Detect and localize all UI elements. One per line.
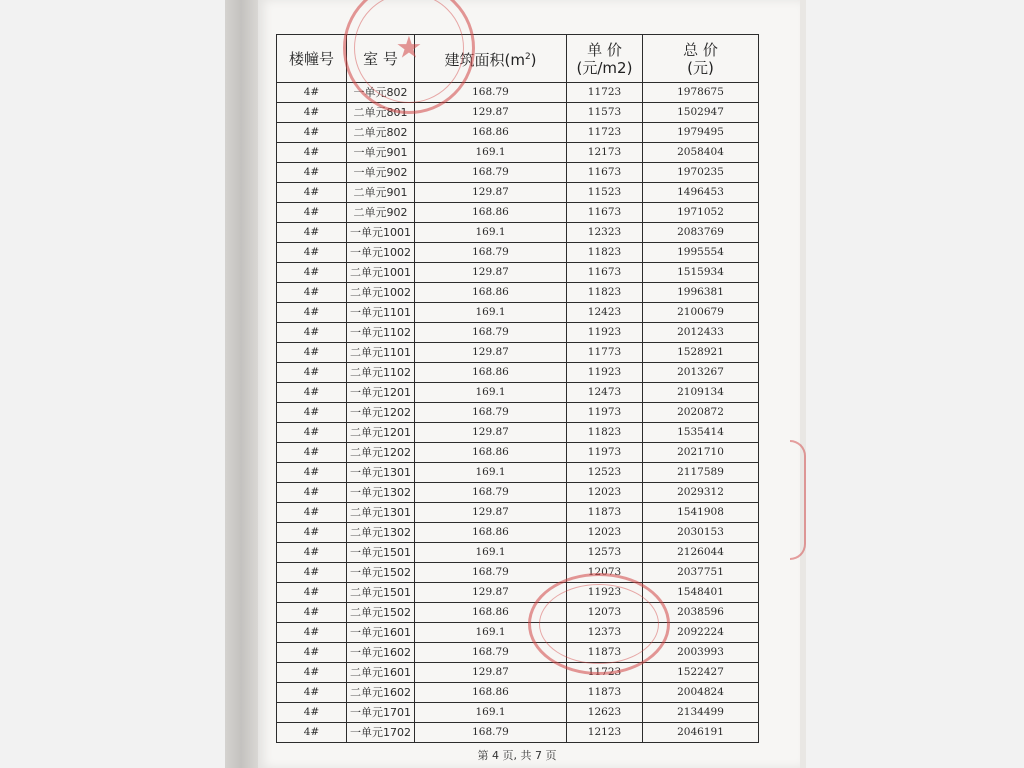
cell-unit-price: 11573 [567, 103, 643, 123]
table-row [277, 463, 759, 483]
page-edge [800, 0, 806, 768]
table-row [277, 623, 759, 643]
table-row [277, 723, 759, 743]
cell-area: 168.86 [415, 123, 567, 143]
cell-building: 4# [277, 723, 347, 743]
cell-unit-price: 12023 [567, 523, 643, 543]
cell-building: 4# [277, 523, 347, 543]
cell-area: 168.86 [415, 363, 567, 383]
table-row [277, 663, 759, 683]
cell-total-price: 2117589 [643, 463, 759, 483]
cell-area: 168.79 [415, 643, 567, 663]
cell-area: 168.79 [415, 243, 567, 263]
cell-area: 129.87 [415, 183, 567, 203]
cell-total-price: 2029312 [643, 483, 759, 503]
cell-area: 168.86 [415, 283, 567, 303]
cell-unit-price: 11973 [567, 403, 643, 423]
cell-building: 4# [277, 303, 347, 323]
table-row [277, 143, 759, 163]
cell-building: 4# [277, 323, 347, 343]
cell-area: 169.1 [415, 543, 567, 563]
table-row [277, 443, 759, 463]
cell-unit-price: 12173 [567, 143, 643, 163]
cell-unit-price: 12573 [567, 543, 643, 563]
cell-unit-price: 11673 [567, 203, 643, 223]
header-room: 室 号 [347, 35, 415, 83]
cell-room: 一单元1001 [347, 223, 415, 243]
cell-building: 4# [277, 603, 347, 623]
cell-area: 129.87 [415, 503, 567, 523]
cell-unit-price: 11773 [567, 343, 643, 363]
cell-total-price: 2020872 [643, 403, 759, 423]
cell-total-price: 2003993 [643, 643, 759, 663]
cell-area: 129.87 [415, 343, 567, 363]
cell-total-price: 1970235 [643, 163, 759, 183]
cell-building: 4# [277, 483, 347, 503]
cell-area: 129.87 [415, 583, 567, 603]
table-row [277, 483, 759, 503]
cell-room: 二单元1102 [347, 363, 415, 383]
table-row [277, 123, 759, 143]
cell-total-price: 2030153 [643, 523, 759, 543]
cell-unit-price: 12523 [567, 463, 643, 483]
cell-building: 4# [277, 103, 347, 123]
cell-building: 4# [277, 83, 347, 103]
cell-area: 169.1 [415, 223, 567, 243]
cell-unit-price: 11973 [567, 443, 643, 463]
header-unit-price [567, 35, 643, 83]
cell-room: 二单元1201 [347, 423, 415, 443]
header-total-price [643, 35, 759, 83]
table-row [277, 363, 759, 383]
cell-area: 168.79 [415, 563, 567, 583]
page-footer: 第 4 页, 共 7 页 [477, 749, 557, 762]
cell-building: 4# [277, 463, 347, 483]
cell-unit-price: 11673 [567, 263, 643, 283]
cell-area: 168.79 [415, 403, 567, 423]
cell-unit-price: 11923 [567, 363, 643, 383]
cell-total-price: 2021710 [643, 443, 759, 463]
cell-total-price: 1548401 [643, 583, 759, 603]
header-area-sup: 2 [524, 52, 531, 62]
header-unit-price-line2: (元/m2) [576, 58, 633, 77]
cell-room: 二单元1001 [347, 263, 415, 283]
cell-room: 二单元1101 [347, 343, 415, 363]
header-unit-price-line1: 单 价 [587, 40, 622, 59]
cell-total-price: 2126044 [643, 543, 759, 563]
table-row [277, 643, 759, 663]
cell-area: 169.1 [415, 623, 567, 643]
cell-total-price: 2004824 [643, 683, 759, 703]
cell-unit-price: 12473 [567, 383, 643, 403]
header-area [415, 35, 567, 83]
cell-area: 169.1 [415, 143, 567, 163]
cell-room: 一单元1002 [347, 243, 415, 263]
cell-unit-price: 11723 [567, 123, 643, 143]
cell-total-price: 2092224 [643, 623, 759, 643]
cell-room: 一单元1102 [347, 323, 415, 343]
cell-building: 4# [277, 163, 347, 183]
cell-room: 一单元1601 [347, 623, 415, 643]
cell-building: 4# [277, 363, 347, 383]
table-row [277, 523, 759, 543]
table-row [277, 343, 759, 363]
table-row [277, 223, 759, 243]
table-row [277, 543, 759, 563]
header-area-close: ) [530, 51, 537, 69]
table-row [277, 183, 759, 203]
cell-area: 168.79 [415, 483, 567, 503]
cell-building: 4# [277, 243, 347, 263]
cell-area: 129.87 [415, 663, 567, 683]
cell-total-price: 1535414 [643, 423, 759, 443]
cell-unit-price: 11523 [567, 183, 643, 203]
cell-unit-price: 12073 [567, 603, 643, 623]
table-row [277, 423, 759, 443]
cell-building: 4# [277, 643, 347, 663]
cell-room: 二单元1601 [347, 663, 415, 683]
cell-room: 二单元1302 [347, 523, 415, 543]
cell-room: 一单元1602 [347, 643, 415, 663]
cell-unit-price: 11823 [567, 243, 643, 263]
cell-building: 4# [277, 443, 347, 463]
header-area-label: 建筑面积(m [444, 51, 525, 69]
seam-seal-stamp [790, 440, 806, 560]
table-header-row [277, 35, 759, 83]
header-total-price-line1: 总 价 [683, 40, 718, 59]
table-row [277, 263, 759, 283]
cell-area: 168.79 [415, 323, 567, 343]
cell-unit-price: 11923 [567, 583, 643, 603]
table-row [277, 243, 759, 263]
cell-room: 一单元1702 [347, 723, 415, 743]
cell-total-price: 1496453 [643, 183, 759, 203]
cell-room: 一单元901 [347, 143, 415, 163]
cell-total-price: 1502947 [643, 103, 759, 123]
cell-building: 4# [277, 263, 347, 283]
cell-unit-price: 12623 [567, 703, 643, 723]
cell-building: 4# [277, 503, 347, 523]
cell-building: 4# [277, 623, 347, 643]
cell-building: 4# [277, 563, 347, 583]
cell-room: 一单元802 [347, 83, 415, 103]
cell-unit-price: 12123 [567, 723, 643, 743]
cell-area: 169.1 [415, 703, 567, 723]
cell-total-price: 1522427 [643, 663, 759, 683]
cell-building: 4# [277, 183, 347, 203]
cell-total-price: 2083769 [643, 223, 759, 243]
cell-room: 一单元902 [347, 163, 415, 183]
cell-total-price: 2038596 [643, 603, 759, 623]
table-body [277, 83, 759, 743]
cell-total-price: 1515934 [643, 263, 759, 283]
cell-room: 二单元1502 [347, 603, 415, 623]
cell-total-price: 1528921 [643, 343, 759, 363]
cell-total-price: 2037751 [643, 563, 759, 583]
header-total-price-line2: (元) [687, 58, 714, 77]
cell-area: 169.1 [415, 303, 567, 323]
table-row [277, 403, 759, 423]
cell-unit-price: 12023 [567, 483, 643, 503]
table-row [277, 163, 759, 183]
table-row [277, 583, 759, 603]
cell-room: 二单元1301 [347, 503, 415, 523]
star-icon: ★ [395, 30, 423, 66]
cell-unit-price: 11923 [567, 323, 643, 343]
cell-room: 二单元802 [347, 123, 415, 143]
cell-building: 4# [277, 123, 347, 143]
cell-unit-price: 11723 [567, 663, 643, 683]
cell-area: 168.86 [415, 523, 567, 543]
table-row [277, 323, 759, 343]
table-row [277, 283, 759, 303]
cell-area: 129.87 [415, 423, 567, 443]
cell-building: 4# [277, 283, 347, 303]
cell-unit-price: 11873 [567, 683, 643, 703]
cell-area: 168.79 [415, 163, 567, 183]
table-row [277, 383, 759, 403]
cell-room: 二单元801 [347, 103, 415, 123]
table-row [277, 83, 759, 103]
cell-total-price: 2134499 [643, 703, 759, 723]
table-row [277, 103, 759, 123]
cell-room: 二单元1202 [347, 443, 415, 463]
cell-unit-price: 11823 [567, 423, 643, 443]
cell-unit-price: 12323 [567, 223, 643, 243]
cell-building: 4# [277, 663, 347, 683]
table-row [277, 603, 759, 623]
table-row [277, 303, 759, 323]
cell-total-price: 2058404 [643, 143, 759, 163]
cell-area: 129.87 [415, 263, 567, 283]
cell-building: 4# [277, 383, 347, 403]
cell-room: 二单元902 [347, 203, 415, 223]
table-row [277, 563, 759, 583]
cell-room: 一单元1701 [347, 703, 415, 723]
cell-area: 168.86 [415, 203, 567, 223]
table-row [277, 203, 759, 223]
cell-unit-price: 11873 [567, 503, 643, 523]
cell-total-price: 1996381 [643, 283, 759, 303]
cell-total-price: 1541908 [643, 503, 759, 523]
cell-room: 一单元1302 [347, 483, 415, 503]
cell-area: 168.79 [415, 723, 567, 743]
cell-room: 一单元1301 [347, 463, 415, 483]
cell-total-price: 1995554 [643, 243, 759, 263]
cell-total-price: 1978675 [643, 83, 759, 103]
cell-building: 4# [277, 223, 347, 243]
cell-room: 二单元1602 [347, 683, 415, 703]
table-row [277, 703, 759, 723]
cell-total-price: 2109134 [643, 383, 759, 403]
cell-building: 4# [277, 423, 347, 443]
cell-area: 168.79 [415, 83, 567, 103]
cell-area: 169.1 [415, 383, 567, 403]
cell-area: 168.86 [415, 683, 567, 703]
table-row [277, 503, 759, 523]
cell-total-price: 1971052 [643, 203, 759, 223]
cell-room: 二单元1501 [347, 583, 415, 603]
cell-building: 4# [277, 583, 347, 603]
cell-total-price: 2046191 [643, 723, 759, 743]
cell-room: 一单元1101 [347, 303, 415, 323]
cell-building: 4# [277, 543, 347, 563]
cell-unit-price: 11823 [567, 283, 643, 303]
cell-unit-price: 12073 [567, 563, 643, 583]
cell-total-price: 1979495 [643, 123, 759, 143]
cell-area: 168.86 [415, 603, 567, 623]
cell-building: 4# [277, 343, 347, 363]
cell-building: 4# [277, 143, 347, 163]
cell-total-price: 2100679 [643, 303, 759, 323]
cell-total-price: 2012433 [643, 323, 759, 343]
cell-room: 一单元1502 [347, 563, 415, 583]
cell-area: 129.87 [415, 103, 567, 123]
cell-room: 一单元1501 [347, 543, 415, 563]
cell-unit-price: 12423 [567, 303, 643, 323]
header-building: 楼幢号 [277, 35, 347, 83]
cell-total-price: 2013267 [643, 363, 759, 383]
cell-unit-price: 11873 [567, 643, 643, 663]
cell-unit-price: 12373 [567, 623, 643, 643]
cell-building: 4# [277, 203, 347, 223]
cell-area: 168.86 [415, 443, 567, 463]
cell-room: 二单元1002 [347, 283, 415, 303]
cell-building: 4# [277, 703, 347, 723]
cell-unit-price: 11723 [567, 83, 643, 103]
cell-room: 一单元1201 [347, 383, 415, 403]
cell-building: 4# [277, 683, 347, 703]
cell-room: 二单元901 [347, 183, 415, 203]
price-table [276, 34, 759, 743]
cell-area: 169.1 [415, 463, 567, 483]
cell-unit-price: 11673 [567, 163, 643, 183]
cell-room: 一单元1202 [347, 403, 415, 423]
table-row [277, 683, 759, 703]
cell-building: 4# [277, 403, 347, 423]
